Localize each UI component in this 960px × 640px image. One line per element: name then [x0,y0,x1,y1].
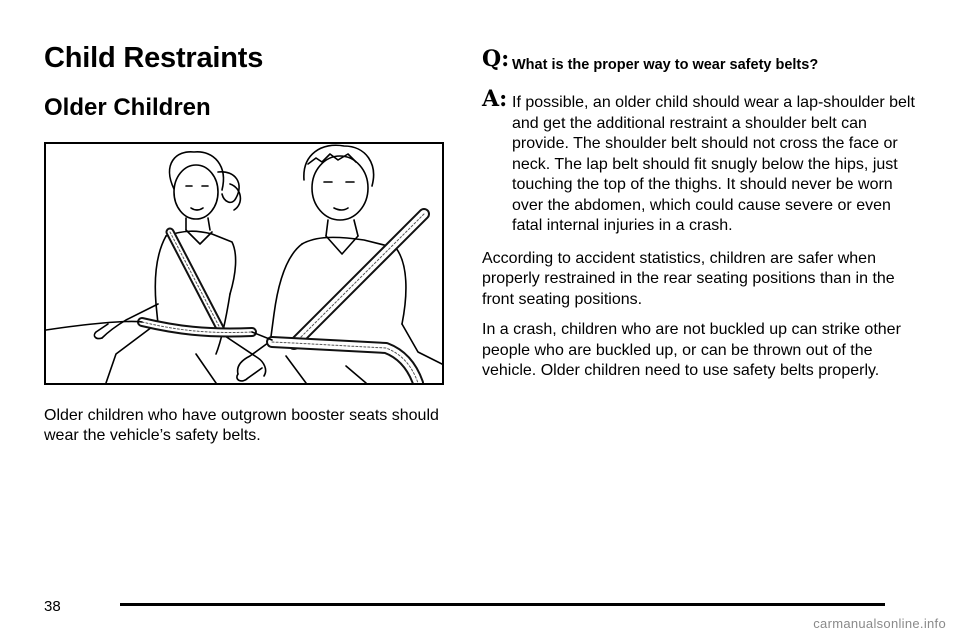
intro-text: Older children who have outgrown booster seats should wear the vehicle’s safety belts. [44,407,439,444]
answer-block [482,86,922,237]
page-title: Child Restraints [44,42,264,74]
illustration-frame [44,142,444,385]
girl-figure [94,152,265,383]
qa-column [482,46,922,382]
footer-rule [120,603,885,606]
section-subtitle: Older Children [44,94,211,121]
children-safety-belt-illustration [46,144,442,383]
girl-shoulder-belt [170,232,222,332]
question-marker: Q: [482,46,510,72]
answer-text: If possible, an older child should wear a lap-shoulder belt and get the additional restraint a shoulder belt can provide. The shoulder belt should not cross the face or neck. The lap belt should fit snugly below the hips, just touching the top of the thighs. It should never be worn over the abdomen, which could cause severe or even fatal internal injuries in a crash. [512,94,915,234]
watermark: carmanualsonline.info [813,616,946,631]
answer-marker: A: [482,86,508,112]
question-text: What is the proper way to wear safety belts? [512,57,819,73]
paragraph-crash: In a crash, children who are not buckled up can strike other people who are buckled up, or can be thrown out of the vehicle. Older children need to use safety belts properly. [482,321,901,379]
boy-lap-belt [272,342,418,383]
boy-shoulder-belt [294,214,424,344]
girl-lap-belt [142,322,252,333]
paragraph-statistics: According to accident statistics, children are safer when properly restrained in the rear seating positions than in the front seating positions. [482,249,895,308]
page-number: 38 [44,598,61,615]
question-block [482,46,922,74]
